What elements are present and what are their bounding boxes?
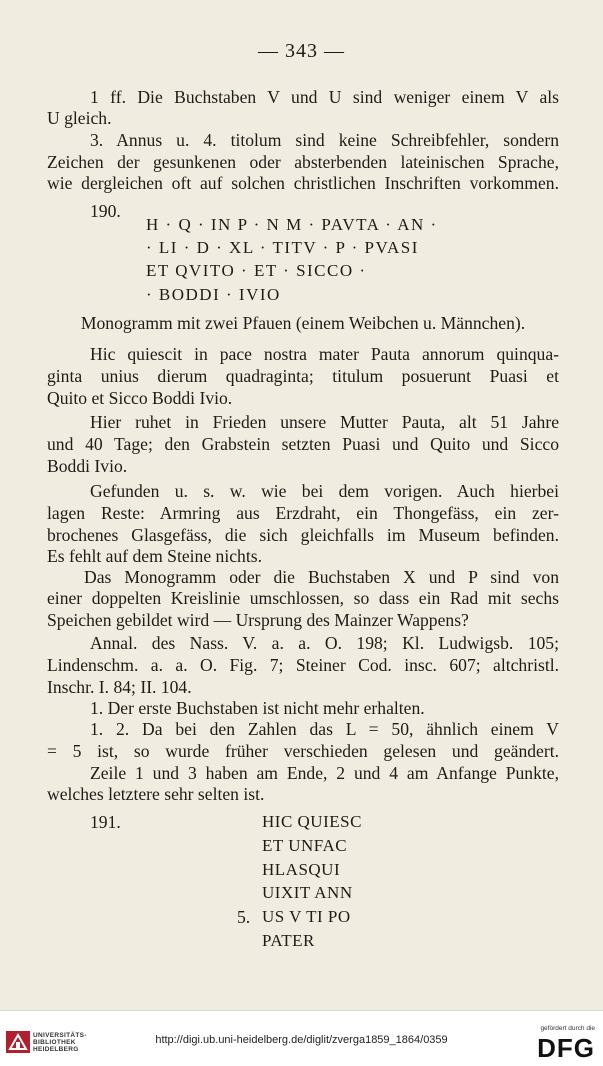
text-line: Gefunden u. s. w. wie bei dem vorigen. Auch hierbei <box>90 481 559 501</box>
text-line: Das Monogramm oder die Buchstaben X und P sind von <box>84 567 559 587</box>
line-number: 5. <box>237 907 251 927</box>
latin-line: Quito et Sicco Boddi Ivio. <box>47 388 233 408</box>
inscription-line: H · Q · IN P · N M · PAVTA · AN · <box>146 215 438 234</box>
text-line: wie dergleichen oft auf solchen christlichen Inschriften vorkommen. <box>47 173 559 193</box>
translation-line: Hier ruhet in Frieden unsere Mutter Pauta, alt 51 Jahre <box>90 412 559 432</box>
latin-line: ginta unius dierum quadraginta; titulum posuerunt Puasi et <box>47 366 559 386</box>
text-line: Speichen gebildet wird — Ursprung des Mainzer Wappens? <box>47 610 469 630</box>
reference-line: Annal. des Nass. V. a. a. O. 198; Kl. Ludwigsb. 105; <box>90 633 559 653</box>
translation-line: Boddi Ivio. <box>47 456 128 476</box>
text-line: brochenes Glasgefäss, die sich gleichfalls im Museum befinden. <box>47 525 559 545</box>
entry-number: 190. <box>90 201 121 221</box>
note-line: welches letztere sehr selten ist. <box>47 784 265 804</box>
note-line: 1. Der erste Buchstaben ist nicht mehr erhalten. <box>90 698 425 718</box>
text-line: Zeichen der gesunkenen oder absterbenden lateinischen Sprache, <box>47 152 559 172</box>
latin-line: Hic quiescit in pace nostra mater Pauta annorum quinqua- <box>90 344 559 364</box>
permalink-url[interactable]: http://digi.ub.uni-heidelberg.de/diglit/zverga1859_1864/0359 <box>155 1034 448 1046</box>
page-number: — 343 — <box>258 40 345 62</box>
text-line: einer doppelten Kreislinie umschlossen, so dass ein Rad mit sechs <box>47 588 559 608</box>
inscription-line: UIXIT ANN <box>262 883 353 902</box>
reference-line: Inschr. I. 84; II. 104. <box>47 677 192 697</box>
inscription-line: ET UNFAC <box>262 836 348 855</box>
inscription-line: · BODDI · IVIO <box>146 285 281 304</box>
inscription-line: US V TI PO <box>262 907 351 926</box>
translation-line: und 40 Tage; den Grabstein setzten Puasi und Quito und Sicco <box>47 434 559 454</box>
text-line: 1 ff. Die Buchstaben V und U sind weniger einem V als <box>90 87 559 107</box>
inscription-line: HIC QUIESC <box>262 812 362 831</box>
dfg-logo[interactable]: DFG <box>537 1033 595 1063</box>
note-line: 1. 2. Da bei den Zahlen das L = 50, ähnlich einem V <box>90 719 559 739</box>
inscription-line: · LI · D · XL · TITV · P · PVASI <box>146 238 419 257</box>
inscription-line: PATER <box>262 931 315 950</box>
note-line: = 5 ist, so wurde früher verschieden gelesen und geändert. <box>47 741 559 761</box>
text-line: U gleich. <box>47 108 112 128</box>
note-line: Zeile 1 und 3 haben am Ende, 2 und 4 am Anfange Punkte, <box>90 763 559 783</box>
entry-number: 191. <box>90 812 121 832</box>
inscription-line: ET QVITO · ET · SICCO · <box>146 261 367 280</box>
library-name: UNIVERSITÄTS- BIBLIOTHEK HEIDELBERG <box>33 1032 87 1053</box>
inscription-line: HLASQUI <box>262 860 341 879</box>
reference-line: Lindenschm. a. a. O. Fig. 7; Steiner Cod. insc. 607; altchristl. <box>47 655 559 675</box>
text-line: lagen Reste: Armring aus Erzdraht, ein Thongefäss, ein zer- <box>47 503 559 523</box>
text-line: Es fehlt auf dem Steine nichts. <box>47 546 262 566</box>
text-line: 3. Annus u. 4. titolum sind keine Schreibfehler, sondern <box>90 130 559 150</box>
caption: Monogramm mit zwei Pfauen (einem Weibchen u. Männchen). <box>80 313 526 333</box>
viewer-footer <box>0 1010 603 1066</box>
sponsor-text: gefördert durch die <box>540 1025 595 1032</box>
